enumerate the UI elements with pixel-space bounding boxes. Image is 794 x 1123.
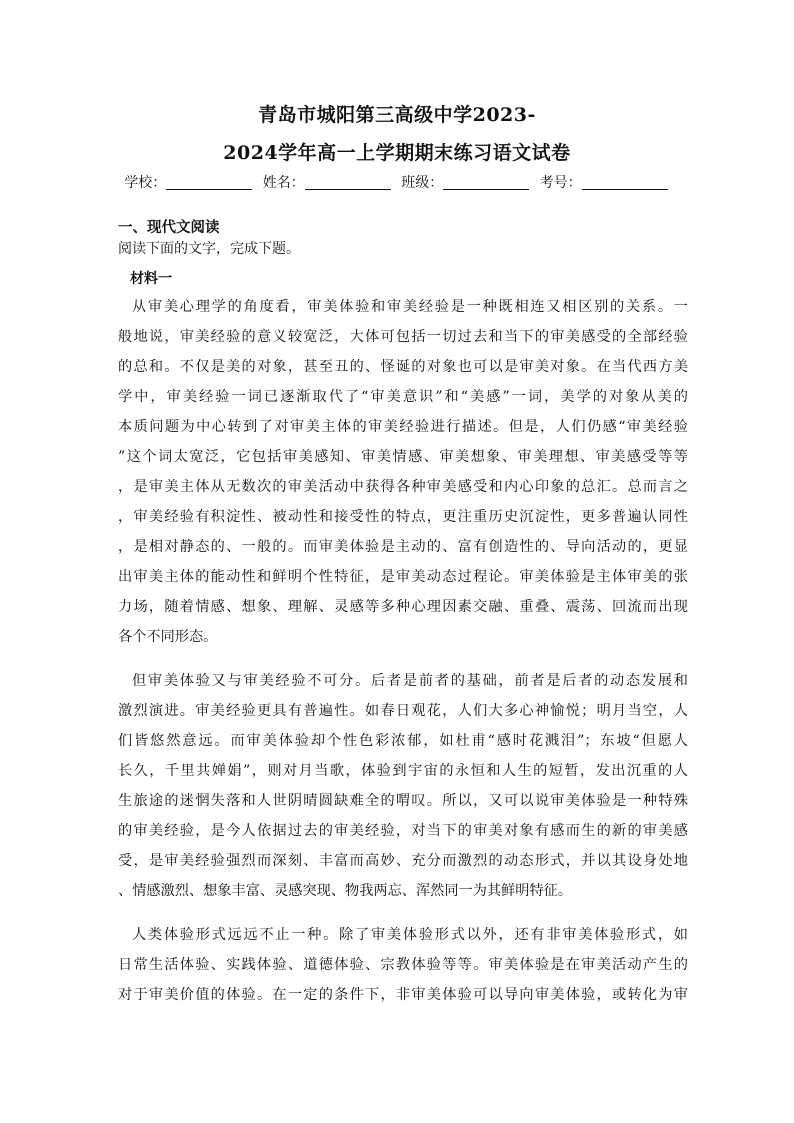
passage-line: 各个不同形态。 (118, 629, 218, 645)
passage-line: 日常生活体验、实践体验、道德体验、宗教体验等等。审美体验是在审美活动产生的 (118, 957, 688, 973)
school-label: 学校： (124, 175, 167, 191)
passage-line: 出审美主体的能动性和鲜明个性特征，是审美动态过程论。审美体验是主体审美的张 (118, 569, 688, 585)
exam-number-blank[interactable] (582, 175, 668, 190)
exam-title-line-1: 青岛市城阳第三高级中学2023- (258, 104, 536, 126)
passage-line: ，是相对静态的、一般的。而审美体验是主动的、富有创造性的、导向活动的，更显 (118, 539, 688, 555)
passage-line: 力场，随着情感、想象、理解、灵感等多种心理因素交融、重叠、震荡、回流而出现 (118, 599, 688, 615)
exam-number-label: 考号： (539, 175, 582, 191)
passage-line: ，审美经验有积淀性、被动性和接受性的特点，更注重历史沉淀性，更多普遍认同性 (118, 509, 688, 525)
section-heading: 一、现代文阅读 (118, 220, 220, 236)
passage-line: 受，是审美经验强烈而深刻、丰富而高妙、充分而激烈的动态形式，并以其设身处地 (118, 853, 688, 869)
passage-line: 但审美体验又与审美经验不可分。后者是前者的基础，前者是后者的动态发展和 (132, 673, 688, 689)
passage-line: 从审美心理学的角度看，审美体验和审美经验是一种既相连又相区别的关系。一 (132, 299, 688, 315)
passage-line: 对于审美价值的体验。在一定的条件下，非审美体验可以导向审美体验，或转化为审 (118, 987, 688, 1003)
passage-line: 学中，审美经验一词已逐渐取代了“审美意识”和“美感”一词，美学的对象从美的 (118, 389, 688, 405)
name-blank[interactable] (305, 175, 391, 190)
passage-line: 般地说，审美经验的意义较宽泛，大体可包括一切过去和当下的审美感受的全部经验 (118, 329, 688, 345)
name-label: 姓名： (262, 175, 305, 191)
class-label: 班级： (401, 175, 444, 191)
passage-line: 的审美经验，是今人依据过去的审美经验，对当下的审美对象有感而生的新的审美感 (118, 823, 688, 839)
passage-line: 本质问题为中心转到了对审美主体的审美经验进行描述。但是，人们仍感“审美经验 (118, 419, 688, 435)
school-blank[interactable] (166, 175, 252, 190)
section-instruction: 阅读下面的文字，完成下题。 (118, 241, 300, 257)
exam-title-line-2: 2024学年高一上学期期末练习语文试卷 (223, 142, 571, 164)
passage-line: 激烈演进。审美经验更具有普遍性。如春日观花，人们大多心神愉悦；明月当空，人 (118, 703, 688, 719)
passage-line: 、情感激烈、想象丰富、灵感突现、物我两忘、浑然同一为其鲜明特征。 (118, 883, 573, 899)
passage-line: 长久，千里共婵娟”，则对月当歌，体验到宇宙的永恒和人生的短暂，发出沉重的人 (118, 763, 688, 779)
passage-line: ，是审美主体从无数次的审美活动中获得各种审美感受和内心印象的总汇。总而言之 (118, 479, 688, 495)
passage-line: 人类体验形式远远不止一种。除了审美体验形式以外，还有非审美体验形式，如 (132, 927, 688, 943)
class-blank[interactable] (443, 175, 529, 190)
passage-line: 的总和。不仅是美的对象，甚至丑的、怪诞的对象也可以是审美对象。在当代西方美 (118, 359, 688, 375)
passage-line: ”这个词太宽泛，它包括审美感知、审美情感、审美想象、审美理想、审美感受等等 (118, 449, 688, 465)
passage-line: 们皆悠然意远。而审美体验却个性色彩浓郁，如杜甫“感时花溅泪”；东坡“但愿人 (118, 733, 688, 749)
material-label: 材料一 (130, 271, 172, 287)
student-info-row (0, 172, 794, 192)
passage-line: 生旅途的迷惘失落和人世阴晴圆缺难全的喟叹。所以，又可以说审美体验是一种特殊 (118, 793, 688, 809)
